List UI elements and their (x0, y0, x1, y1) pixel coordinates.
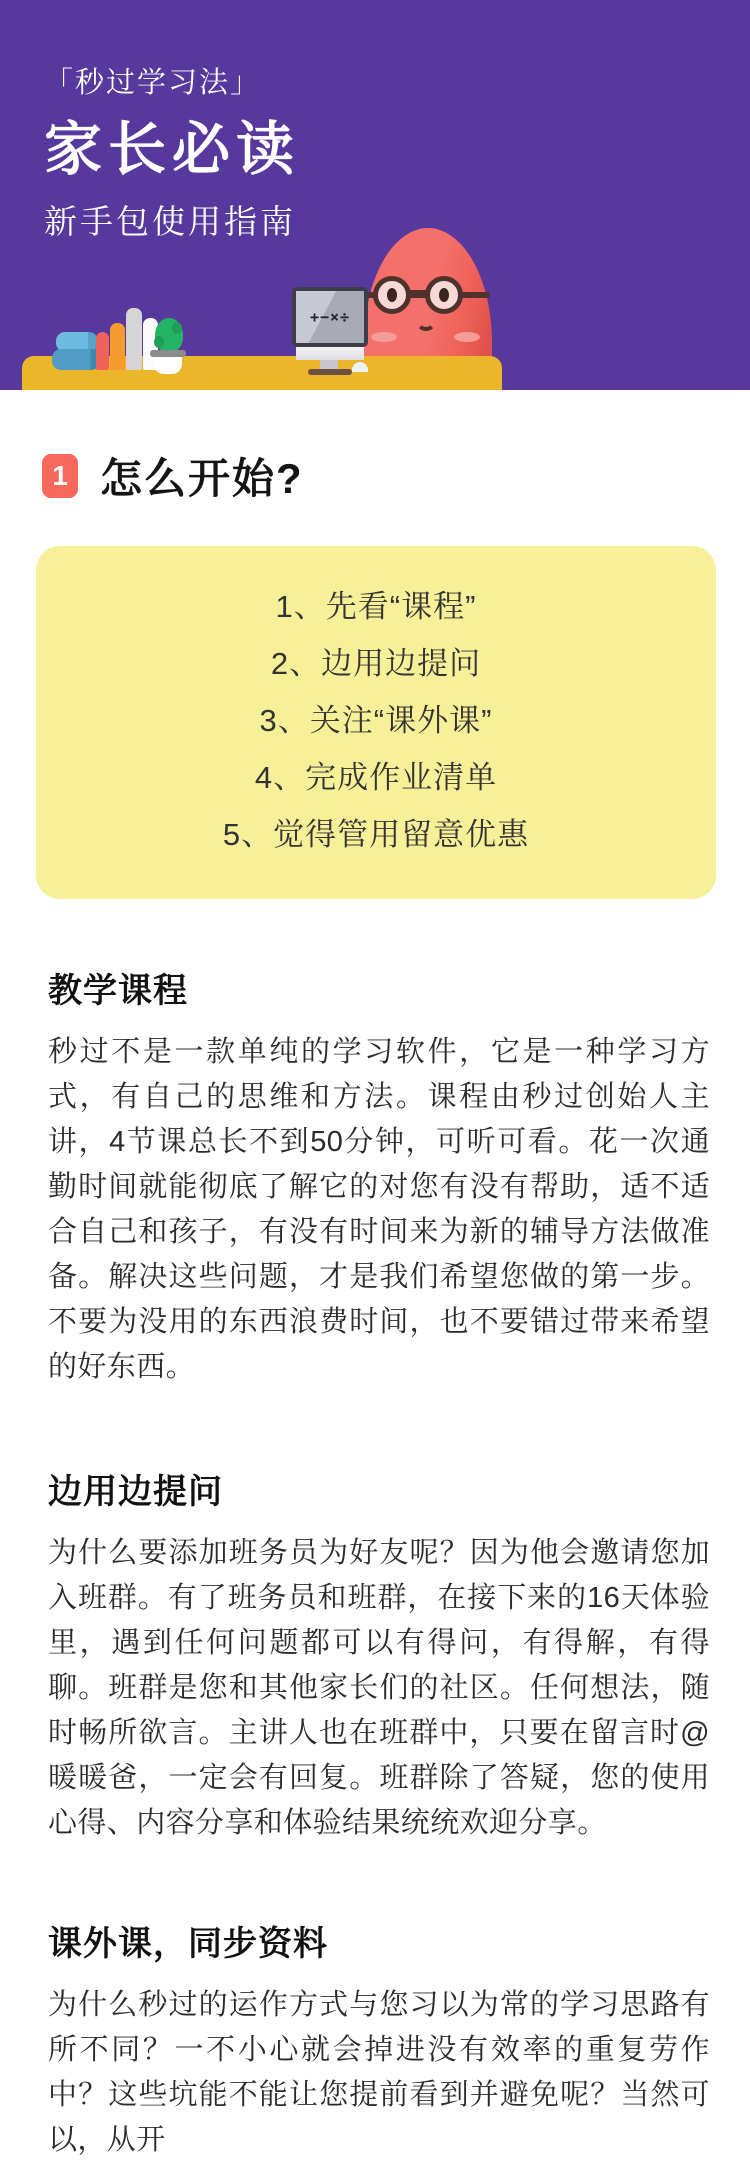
glasses-left-lens-icon (373, 276, 411, 314)
books-icon (52, 330, 102, 372)
section-heading: 课外课，同步资料 (48, 1925, 328, 1963)
pencil-gray-icon (126, 308, 142, 370)
step-item: 5、觉得管用留意优惠 (222, 817, 530, 852)
monitor-chin-icon (296, 347, 364, 360)
section-extra-class (0, 1916, 750, 2163)
section-body: 秒过不是一款单纯的学习软件，它是一种学习方式，有自己的思维和方法。课程由秒过创始人主讲，4节课总长不到50分钟，可听可看。花一次通勤时间就能彻底了解它的对您有没有帮助，适不适合自己和孩子，有没有时间来为新的辅导方法做准备。解决这些问题，才是我们希望您做的第一步。不要为没用的东西浪费时间，也不要错过带来希望的好东西。 (48, 1036, 710, 1383)
pencil-orange-icon (110, 323, 125, 370)
section-heading: 教学课程 (48, 972, 188, 1010)
left-eye-icon (387, 288, 397, 302)
steps-box (36, 546, 716, 899)
hero-header (0, 0, 750, 390)
pot-icon (154, 357, 182, 374)
hero-subtitle: 新手包使用指南 (44, 203, 296, 240)
cactus-spot-icon (172, 322, 182, 334)
guide-content (0, 446, 750, 2163)
smile-icon (416, 320, 436, 331)
step-item: 1、先看“课程” (275, 589, 477, 624)
monitor-base-icon (308, 369, 352, 375)
monitor-screen-icon (292, 287, 368, 347)
cactus-icon (150, 318, 186, 374)
section-body: 为什么要添加班务员为好友呢？因为他会邀请您加入班群。有了班务员和班群，在接下来的16天体验里，遇到任何问题都可以有得问，有得解，有得聊。班群是您和其他家长们的社区。任何想法，随时畅所欲言。主讲人也在班群中，只要在留言时@暖暖爸，一定会有回复。班群除了答疑，您的使用心得、内容分享和体验结果统统欢迎分享。 (48, 1537, 710, 1839)
left-cheek-icon (371, 332, 397, 342)
pot-rim-icon (150, 350, 186, 357)
section-number-badge: 1 (42, 454, 78, 498)
section-body: 为什么秒过的运作方式与您习以为常的学习思路有所不同？一不小心就会掉进没有效率的重复劳作中？这些坑能不能让您提前看到并避免呢？当然可以，从开 (48, 1989, 710, 2156)
section-heading: 边用边提问 (48, 1473, 223, 1511)
book-bottom-icon (52, 349, 100, 370)
mascot-icon (364, 228, 492, 372)
math-symbols: +−×÷ (309, 308, 351, 326)
section-teaching-course (0, 963, 750, 1390)
monitor-screen-inner (296, 291, 364, 343)
step-item: 3、关注“课外课” (259, 703, 493, 738)
pencil-red-icon (96, 332, 109, 370)
hero-tagline: 「秒过学习法」 (44, 67, 262, 99)
section-ask-while-using (0, 1464, 750, 1846)
steps-list (36, 578, 716, 863)
right-cheek-icon (454, 332, 480, 342)
glasses-bridge-icon (408, 290, 428, 296)
section-1-title: 怎么开始? (100, 455, 304, 502)
glasses-right-lens-icon (425, 276, 463, 314)
step-item: 2、边用边提问 (270, 646, 482, 681)
pencils-icon (96, 308, 158, 370)
right-eye-icon (439, 288, 449, 302)
page-title: 家长必读 (44, 117, 301, 182)
step-item: 4、完成作业清单 (254, 760, 498, 795)
mascot-hand-icon (352, 362, 368, 372)
section-1-header (42, 446, 750, 506)
cactus-spot-icon (154, 336, 164, 348)
